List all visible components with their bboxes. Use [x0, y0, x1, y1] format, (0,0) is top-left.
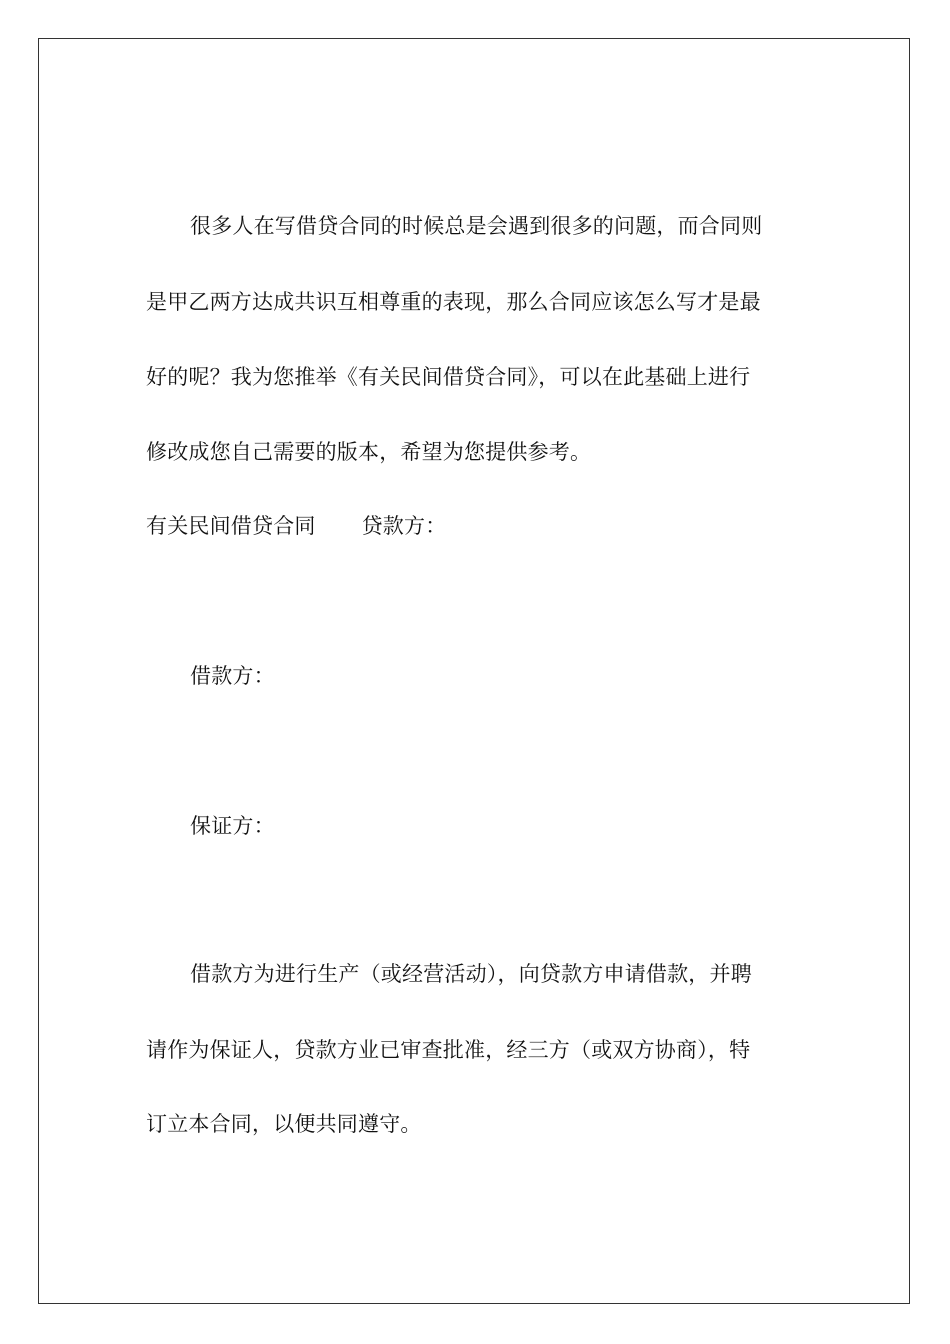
intro-line-4: 修改成您自己需要的版本，希望为您提供参考。 — [146, 440, 592, 464]
body-line-1: 借款方为进行生产（或经营活动），向贷款方申请借款，并聘 — [190, 962, 752, 986]
contract-title: 有关民间借贷合同 — [146, 514, 316, 538]
intro-line-2: 是甲乙两方达成共识互相尊重的表现，那么合同应该怎么写才是最 — [146, 290, 761, 314]
body-line-3: 订立本合同，以便共同遵守。 — [146, 1112, 422, 1136]
intro-line-1: 很多人在写借贷合同的时候总是会遇到很多的问题，而合同则 — [190, 214, 763, 238]
body-line-2: 请作为保证人，贷款方业已审查批准，经三方（或双方协商），特 — [146, 1038, 751, 1062]
title-row — [146, 513, 446, 539]
intro-line-3: 好的呢？我为您推举《有关民间借贷合同》，可以在此基础上进行 — [146, 365, 751, 389]
borrower-label: 借款方： — [190, 664, 275, 688]
lender-label: 贷款方： — [361, 514, 447, 538]
guarantor-label: 保证方： — [190, 814, 275, 838]
